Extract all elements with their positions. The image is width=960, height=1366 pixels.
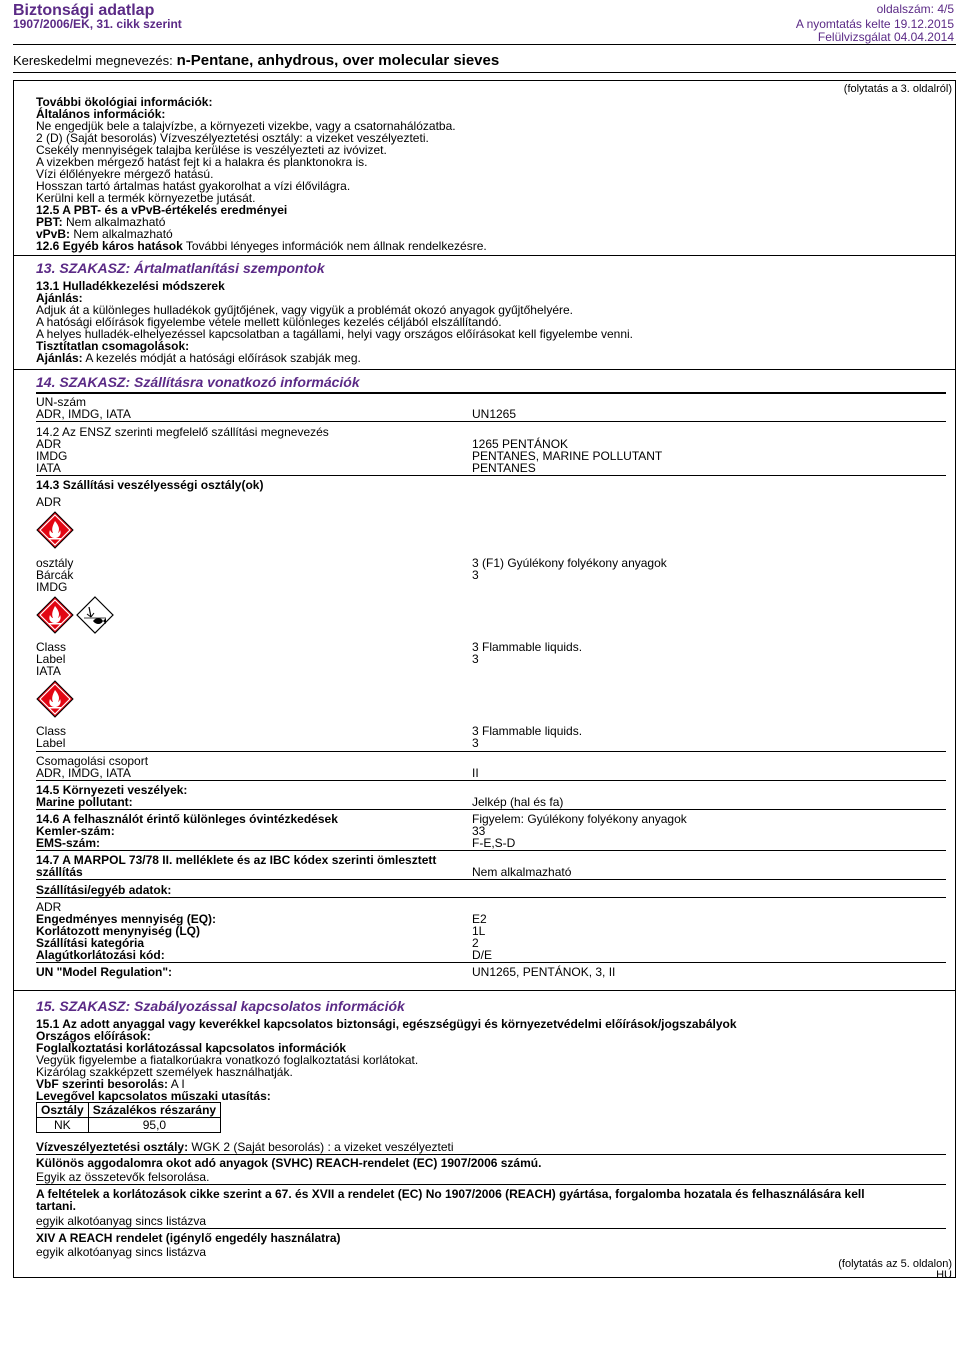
section-divider [13,255,956,256]
imdg-name: PENTANES, MARINE POLLUTANT [472,449,663,463]
sec12-line: Általános információk: [36,107,166,121]
restriction-value: egyik alkotóanyag sincs listázva [36,1214,207,1228]
osztaly-value: 3 (F1) Gyúlékony folyékony anyagok [472,556,667,570]
eq-label: Engedményes mennyiség (EQ): [36,912,217,926]
revision-date: Felülvizsgálat 04.04.2014 [817,30,954,44]
transport-category-value: 2 [472,936,479,950]
flammable-pictogram-icon [36,511,74,549]
marpol-heading: 14.7 A MARPOL 73/78 II. melléklete és az IBC kódex szerinti ömlesztett [36,853,437,867]
special-precautions-heading: 14.6 A felhasználót érintő különleges óvintézkedések [36,812,338,826]
restriction-heading-2: tartani. [36,1199,77,1213]
row-rule [36,879,946,880]
other-effects-value: További lényeges információk nem állnak rendelkezésre. [185,239,487,253]
trade-name: n-Pentane, anhydrous, over molecular sieves [176,52,500,69]
transport-category-label: Szállítási kategória [36,936,145,950]
iata-name: PENTANES [472,461,536,475]
tunnel-code-label: Alagútkorlátozási kód: [36,948,165,962]
section-title-rule [36,392,946,394]
flammable-pictogram-icon [36,680,74,718]
table-row [37,1118,221,1133]
special-precautions-value: Figyelem: Gyúlékony folyékony anyagok [472,812,687,826]
row-rule [36,1184,946,1185]
section-divider [13,990,956,991]
adr-name: 1265 PENTÁNOK [472,437,569,451]
marine-pollutant-icon [76,596,114,634]
vbf-label: VbF szerinti besorolás: [36,1077,169,1091]
sec12-line: További ökológiai információk: [36,95,213,109]
vpvb-value: Nem alkalmazható [73,227,173,241]
svhc-value: Egyik az összetevők felsorolása. [36,1170,210,1184]
rec2-label: Ajánlás: [36,351,83,365]
table-cell: NK [37,1118,89,1133]
imdg-class-label: Class [36,640,67,654]
imdg-class-value: 3 Flammable liquids. [472,640,583,654]
row-rule [36,780,946,781]
pbt-label: PBT: [36,215,63,229]
sec12-line: Vízi élőlényekre mérgező hatású. [36,167,214,181]
marpol-heading-2: szállítás [36,865,83,879]
row-rule [36,897,946,898]
sec13-rec2-row [36,352,361,364]
eq-value: E2 [472,912,487,926]
annex14-value: egyik alkotóanyag sincs listázva [36,1245,207,1259]
other-transport-heading: Szállítási/egyéb adatok: [36,883,172,897]
other-effects-label: 12.6 Egyéb káros hatások [36,239,183,253]
sec13-line: A helyes hulladék-elhelyezéssel kapcsolatban a tagállami, helyi vagy országos előírásokat kell figyelembe venni. [36,327,633,341]
imdg-label-2: IMDG [36,580,68,594]
row-rule [36,751,946,752]
wgk-label: Vízveszélyeztetési osztály: [36,1140,189,1154]
continued-from: (folytatás a 3. oldalról) [843,83,952,95]
table-header: Százalékos részarány [88,1103,220,1118]
row-rule [36,421,946,422]
sec13-line: A hatósági előírások figyelembe vétele mellett különleges kezelés céljából elszállítandó. [36,315,502,329]
iata-label-row-label: Label [36,736,66,750]
employment-line: Vegyük figyelembe a fiatalkorúakra vonatkozó foglalkoztatási korlátokat. [36,1053,419,1067]
uncleaned-label: Tisztítatlan csomagolások: [36,339,190,353]
table-cell: 95,0 [88,1118,220,1133]
lq-value: 1L [472,924,486,938]
section-14-title: 14. SZAKASZ: Szállításra vonatkozó információk [36,374,360,390]
env-hazards-heading: 14.5 Környezeti veszélyek: [36,783,188,797]
sec15-heading1: 15.1 Az adott anyaggal vagy keverékkel kapcsolatos biztonsági, egészségügyi és környezetvédelmi előírások/jogszabályok [36,1017,737,1031]
packing-group-modes: ADR, IMDG, IATA [36,766,131,780]
wgk-row [36,1141,454,1153]
table-header-row [37,1103,221,1118]
document-title: Biztonsági adatlap [13,2,155,19]
imdg-label: IMDG [36,449,68,463]
language-code: HU [936,1269,952,1281]
un-modes: ADR, IMDG, IATA [36,407,131,421]
iata-label-value: 3 [472,736,479,750]
continued-to: (folytatás az 5. oldalon) [838,1258,952,1270]
row-rule [36,809,946,810]
model-regulation-value: UN1265, PENTÁNOK, 3, II [472,965,616,979]
trade-name-row [13,52,499,69]
header-divider-2 [13,72,956,73]
un-value: UN1265 [472,407,517,421]
packing-group-value: II [472,766,479,780]
row-rule [36,1154,946,1155]
annex14-heading: XIV A REACH rendelet (igénylő engedély használatra) [36,1231,341,1245]
iata-label-2: IATA [36,664,61,678]
kemler-value: 33 [472,824,486,838]
imdg-label-row-label: Label [36,652,66,666]
sec12-line: Csekély mennyiségek talajba kerülése is veszélyezteti az ivóvizet. [36,143,387,157]
adr-label-2: ADR [36,495,62,509]
sec13-sub1: 13.1 Hulladékkezelési módszerek [36,279,225,293]
pbt-value: Nem alkalmazható [66,215,166,229]
adr-label-3: ADR [36,900,62,914]
sec12-line: Ne engedjük bele a talajvízbe, a környezeti vizekbe, vagy a csatornahálózatba. [36,119,456,133]
sec13-line: Adjuk át a különleges hulladékok gyűjtőjének, vagy vigyük a problémát okozó anyagok gyűjtőhelyére. [36,303,573,317]
svhc-heading: Különös aggodalomra okot adó anyagok (SVHC) REACH-rendelet (EC) 1907/2006 számú. [36,1156,542,1170]
un-label: UN-szám [36,395,86,409]
table-header: Osztály [37,1103,89,1118]
iata-class-label: Class [36,724,67,738]
page-number: oldalszám: 4/5 [876,2,954,16]
marpol-value: Nem alkalmazható [472,865,572,879]
row-rule [36,475,946,476]
tunnel-code-value: D/E [472,948,493,962]
hazard-class-heading: 14.3 Szállítási veszélyességi osztály(ok) [36,478,264,492]
header-divider [13,44,956,45]
marine-pollutant-value: Jelkép (hal és fa) [472,795,564,809]
vpvb-label: vPvB: [36,227,71,241]
print-date: A nyomtatás kelte 19.12.2015 [795,17,954,31]
flammable-pictogram-icon [36,596,74,634]
air-instruction-label: Levegővel kapcsolatos műszaki utasítás: [36,1089,271,1103]
imdg-label-value: 3 [472,652,479,666]
barcak-label: Bárcák [36,568,74,582]
marine-pollutant-label: Marine pollutant: [36,795,133,809]
employment-heading: Foglalkoztatási korlátozással kapcsolatos információk [36,1041,347,1055]
ems-label: EMS-szám: [36,836,101,850]
regulation-ref: 1907/2006/EK, 31. cikk szerint [13,17,182,31]
adr-label: ADR [36,437,62,451]
trade-name-label: Kereskedelmi megnevezés: [13,53,173,68]
sec12-line: Hosszan tartó ártalmas hatást gyakorolhat a vízi élővilágra. [36,179,351,193]
row-rule [36,1228,946,1229]
row-rule [36,962,946,963]
model-regulation-label: UN "Model Regulation": [36,965,173,979]
vbf-value: A I [170,1077,185,1091]
iata-label: IATA [36,461,61,475]
row-rule [36,850,946,851]
iata-class-value: 3 Flammable liquids. [472,724,583,738]
sec13-rec-label: Ajánlás: [36,291,83,305]
section-15-title: 15. SZAKASZ: Szabályozással kapcsolatos információk [36,998,405,1014]
national-regs: Országos előírások: [36,1029,151,1043]
section-13-title: 13. SZAKASZ: Ártalmatlanítási szempontok [36,260,325,276]
shipping-name-heading: 14.2 Az ENSZ szerinti megfelelő szállítási megnevezés [36,425,329,439]
section-divider [13,369,956,370]
sec12-line: A vizekben mérgező hatást fejt ki a halakra és planktonokra is. [36,155,368,169]
restriction-heading: A feltételek a korlátozások cikke szerint a 67. és XVII a rendelet (EC) No 1907/2006 (REACH) gyártása, forgalomba hozatala és felhasználására kell [36,1187,865,1201]
rec2-value: A kezelés módját a hatósági előírások szabják meg. [85,351,361,365]
packing-group-heading: Csomagolási csoport [36,754,149,768]
sec12-line: Kerülni kell a termék környezetbe jutását. [36,191,256,205]
kemler-label: Kemler-szám: [36,824,115,838]
osztaly-label: osztály [36,556,74,570]
air-class-table [36,1102,221,1133]
wgk-value: WGK 2 (Saját besorolás) : a vizeket veszélyezteti [191,1140,454,1154]
barcak-value: 3 [472,568,479,582]
sec12-line: 12.5 A PBT- és a vPvB-értékelés eredményei [36,203,288,217]
ems-value: F-E,S-D [472,836,516,850]
sec12-line: 2 (D) (Saját besorolás) Vízveszélyeztetési osztály: a vizeket veszélyezteti. [36,131,429,145]
lq-label: Korlátozott menynyiség (LQ) [36,924,201,938]
other-effects-row [36,240,487,252]
employment-line: Kizárólag szakképzett személyek használhatják. [36,1065,293,1079]
